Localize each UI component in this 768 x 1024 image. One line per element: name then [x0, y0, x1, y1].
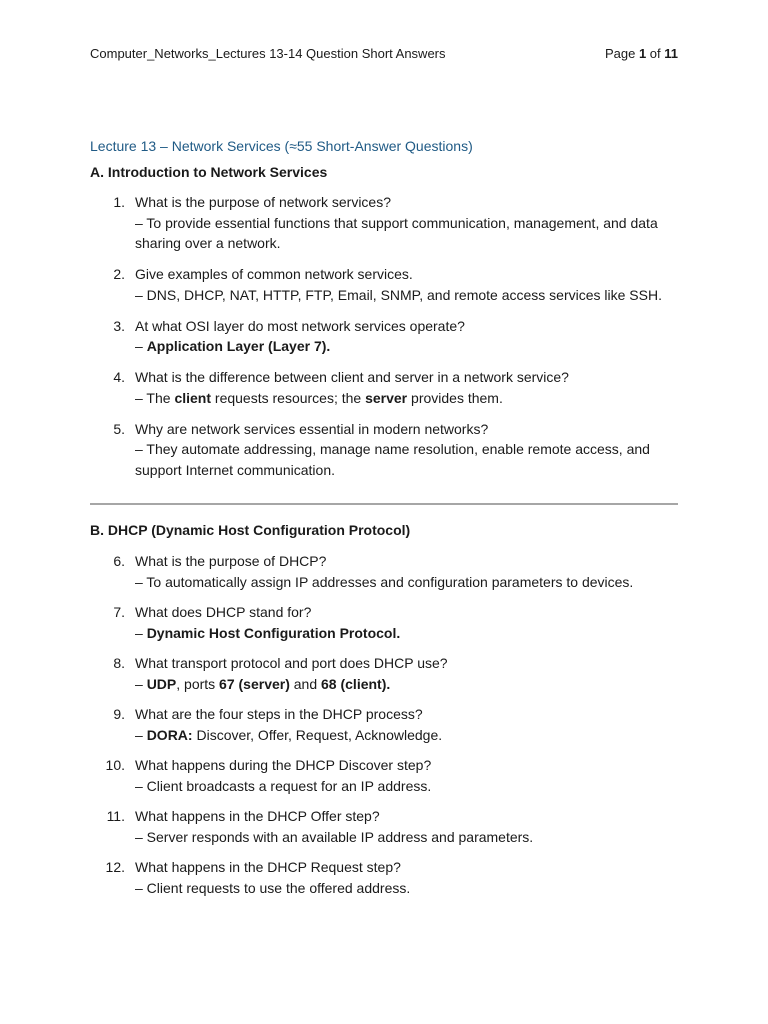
answer-text	[135, 336, 680, 357]
list-item	[90, 653, 680, 694]
question-text: Give examples of common network services.	[135, 266, 413, 282]
page-total: 11	[664, 46, 678, 61]
answer-emphasis: Dynamic Host Configuration Protocol.	[146, 624, 401, 641]
answer-text	[135, 388, 680, 409]
answer-text	[135, 674, 680, 695]
question-number: 12.	[105, 859, 125, 875]
question-text: What happens in the DHCP Request step?	[135, 859, 401, 875]
list-item	[90, 264, 680, 305]
answer-emphasis: 67 (server)	[219, 675, 290, 692]
page-current: 1	[638, 46, 647, 61]
page-prefix: Page	[604, 46, 639, 61]
list-item	[90, 602, 680, 643]
answer-fragment: , ports	[176, 675, 220, 692]
question-text: What is the difference between client and server in a network service?	[135, 369, 569, 385]
question-list	[90, 551, 680, 898]
list-item	[90, 755, 680, 796]
list-item	[90, 704, 680, 745]
answer-fragment: – Client broadcasts a request for an IP address.	[135, 777, 432, 794]
page-number	[605, 46, 678, 61]
answer-text	[135, 725, 680, 746]
answer-emphasis: 68 (client).	[321, 675, 391, 692]
page-of: of	[646, 46, 665, 61]
question-number: 7.	[113, 604, 125, 620]
list-item	[90, 192, 680, 254]
lecture-title: Lecture 13 – Network Services (≈55 Short-Answer Questions)	[90, 138, 473, 154]
list-item	[90, 857, 680, 898]
answer-fragment: –	[135, 338, 147, 354]
question-number: 1.	[113, 194, 125, 210]
question-number: 9.	[113, 706, 125, 722]
answer-text	[135, 439, 680, 480]
answer-text	[135, 213, 680, 254]
document-title: Computer_Networks_Lectures 13-14 Question Short Answers	[90, 46, 446, 61]
answer-fragment: and	[289, 675, 322, 692]
answer-text	[135, 776, 680, 797]
question-text: What transport protocol and port does DHCP use?	[135, 655, 448, 671]
section-title: B. DHCP (Dynamic Host Configuration Protocol)	[90, 522, 411, 538]
answer-text	[135, 827, 680, 848]
list-item	[90, 419, 680, 481]
answer-fragment: –	[135, 675, 147, 692]
answer-emphasis: Application Layer (Layer 7).	[146, 338, 331, 354]
answer-emphasis: DORA:	[146, 726, 193, 743]
question-text: What does DHCP stand for?	[135, 604, 312, 620]
list-item	[90, 316, 680, 357]
list-item	[90, 551, 680, 592]
list-item	[90, 806, 680, 847]
answer-text	[135, 285, 680, 306]
question-number: 4.	[113, 369, 125, 385]
question-text: What happens during the DHCP Discover step?	[135, 757, 432, 773]
list-item	[90, 367, 680, 408]
answer-fragment: Discover, Offer, Request, Acknowledge.	[192, 726, 443, 743]
answer-fragment: –	[135, 624, 147, 641]
answer-emphasis: UDP	[146, 675, 177, 692]
question-text: What is the purpose of DHCP?	[135, 553, 327, 569]
question-text: What is the purpose of network services?	[135, 194, 392, 210]
question-text: What happens in the DHCP Offer step?	[135, 808, 380, 824]
question-list	[90, 192, 680, 480]
page-header	[90, 46, 678, 64]
answer-fragment: requests resources; the	[211, 389, 366, 406]
question-number: 3.	[113, 317, 125, 334]
answer-fragment: – They automate addressing, manage name resolution, enable remote access, and support Internet communication.	[135, 441, 650, 478]
answer-fragment: – To provide essential functions that support communication, management, and data sharing over a network.	[135, 214, 658, 251]
answer-text	[135, 878, 680, 899]
section-title: A. Introduction to Network Services	[90, 164, 328, 180]
question-number: 10.	[105, 757, 125, 773]
answer-fragment: – DNS, DHCP, NAT, HTTP, FTP, Email, SNMP, and remote access services like SSH.	[135, 286, 662, 303]
question-number: 5.	[113, 420, 125, 437]
question-text: At what OSI layer do most network services operate?	[135, 317, 465, 334]
answer-text	[135, 623, 680, 644]
section-divider	[90, 503, 678, 505]
question-number: 8.	[113, 655, 125, 671]
question-text: What are the four steps in the DHCP process?	[135, 706, 423, 722]
question-text: Why are network services essential in modern networks?	[135, 420, 489, 437]
answer-fragment: – To automatically assign IP addresses and configuration parameters to devices.	[135, 573, 634, 590]
answer-fragment: –	[135, 726, 147, 743]
question-number: 6.	[113, 553, 125, 569]
answer-fragment: – The	[135, 389, 175, 406]
answer-emphasis: server	[365, 389, 408, 406]
answer-fragment: provides them.	[407, 389, 503, 406]
question-number: 11.	[106, 808, 125, 824]
answer-fragment: – Server responds with an available IP address and parameters.	[135, 828, 534, 845]
answer-fragment: – Client requests to use the offered address.	[135, 879, 411, 896]
answer-text	[135, 572, 680, 593]
answer-emphasis: client	[174, 389, 212, 406]
question-number: 2.	[113, 266, 125, 282]
